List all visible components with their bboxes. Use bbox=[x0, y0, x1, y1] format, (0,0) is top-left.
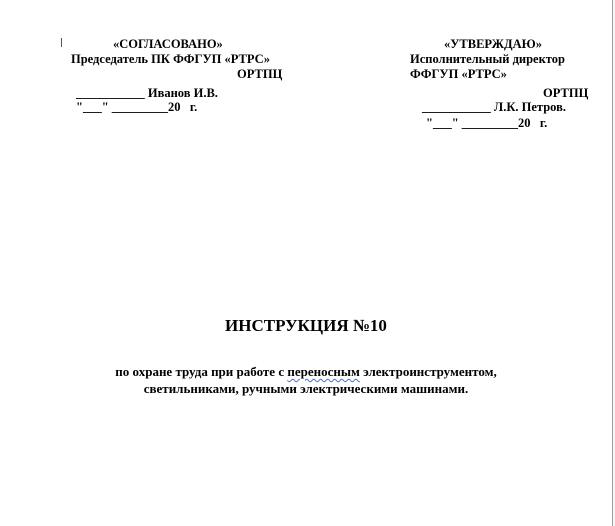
subtitle-text-end: электроинструментом, bbox=[359, 364, 497, 379]
right-date-line: "___" _________20 г. bbox=[426, 116, 548, 130]
instruction-subtitle-line-2: светильниками, ручными электрическими машинами. bbox=[143, 381, 469, 396]
left-org-name: ОРТПЦ bbox=[237, 67, 283, 81]
committee-chair-position: Председатель ПК ФФГУП «РТРС» bbox=[71, 52, 270, 66]
text-cursor bbox=[61, 38, 62, 47]
subtitle-text-start: по охране труда при работе с bbox=[115, 364, 288, 379]
executive-director-position: Исполнительный директор bbox=[410, 52, 565, 66]
instruction-title: ИНСТРУКЦИЯ №10 bbox=[225, 316, 387, 335]
spelling-flagged-word[interactable]: переносным bbox=[287, 364, 360, 379]
left-signature-line: ___________ Иванов И.В. bbox=[76, 86, 218, 100]
right-signature-line: ___________ Л.К. Петров. bbox=[422, 100, 566, 114]
left-date-line: "___" _________20 г. bbox=[76, 100, 198, 114]
right-org-unit: ОРТПЦ bbox=[543, 86, 589, 100]
approved-heading-left: «СОГЛАСОВАНО» bbox=[113, 37, 223, 51]
right-org-name: ФФГУП «РТРС» bbox=[410, 67, 507, 81]
instruction-subtitle-line-1 bbox=[0, 364, 612, 379]
approved-heading-right: «УТВЕРЖДАЮ» bbox=[444, 37, 542, 51]
